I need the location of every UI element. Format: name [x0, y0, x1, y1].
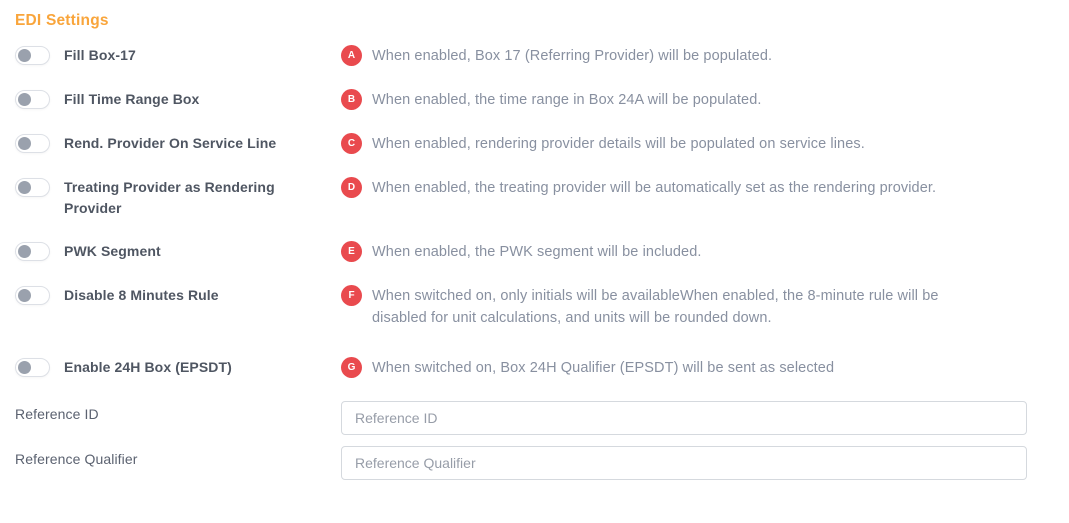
treating-provider-toggle[interactable] [15, 178, 50, 197]
setting-row-fill-box-17 [15, 45, 1027, 67]
toggle-knob [18, 361, 31, 374]
badge-b: B [341, 89, 362, 110]
setting-row-treating-provider [15, 177, 1027, 219]
reference-id-row [15, 401, 1027, 435]
badge-d: D [341, 177, 362, 198]
toggle-knob [18, 137, 31, 150]
setting-label: Fill Time Range Box [64, 91, 200, 107]
reference-qualifier-row [15, 446, 1027, 480]
setting-label: Fill Box-17 [64, 47, 136, 63]
setting-label: Treating Provider as Rendering Provider [64, 179, 275, 216]
setting-row-disable-8-minutes [15, 285, 1027, 329]
setting-description: When enabled, the time range in Box 24A will be populated. [372, 92, 762, 108]
enable-24h-box-toggle[interactable] [15, 358, 50, 377]
setting-label: Enable 24H Box (EPSDT) [64, 359, 232, 375]
badge-g: G [341, 357, 362, 378]
reference-id-input[interactable] [341, 401, 1027, 435]
setting-description: When enabled, the treating provider will be automatically set as the rendering provider. [372, 180, 937, 196]
reference-qualifier-input[interactable] [341, 446, 1027, 480]
disable-8-minutes-toggle[interactable] [15, 286, 50, 305]
setting-description: When switched on, Box 24H Qualifier (EPSDT) will be sent as selected [372, 360, 835, 376]
setting-label: Rend. Provider On Service Line [64, 135, 277, 151]
toggle-knob [18, 245, 31, 258]
fill-box-17-toggle[interactable] [15, 46, 50, 65]
reference-qualifier-label: Reference Qualifier [15, 451, 138, 467]
fill-time-range-toggle[interactable] [15, 90, 50, 109]
badge-e: E [341, 241, 362, 262]
setting-row-rend-provider [15, 133, 1027, 155]
setting-row-fill-time-range [15, 89, 1027, 111]
setting-row-enable-24h-box [15, 357, 1027, 379]
page-title: EDI Settings [15, 12, 109, 29]
pwk-segment-toggle[interactable] [15, 242, 50, 261]
toggle-knob [18, 93, 31, 106]
setting-row-pwk-segment [15, 241, 1027, 263]
reference-id-label: Reference ID [15, 406, 99, 422]
setting-description: When switched on, only initials will be availableWhen enabled, the 8-minute rule will be disabled for unit calculations, and units will be rounded down. [372, 288, 939, 326]
setting-description: When enabled, Box 17 (Referring Provider) will be populated. [372, 48, 773, 64]
rend-provider-toggle[interactable] [15, 134, 50, 153]
setting-label: Disable 8 Minutes Rule [64, 287, 219, 303]
setting-label: PWK Segment [64, 243, 161, 259]
toggle-knob [18, 181, 31, 194]
badge-f: F [341, 285, 362, 306]
setting-description: When enabled, rendering provider details will be populated on service lines. [372, 136, 865, 152]
toggle-knob [18, 289, 31, 302]
badge-a: A [341, 45, 362, 66]
badge-c: C [341, 133, 362, 154]
setting-description: When enabled, the PWK segment will be included. [372, 244, 702, 260]
toggle-knob [18, 49, 31, 62]
